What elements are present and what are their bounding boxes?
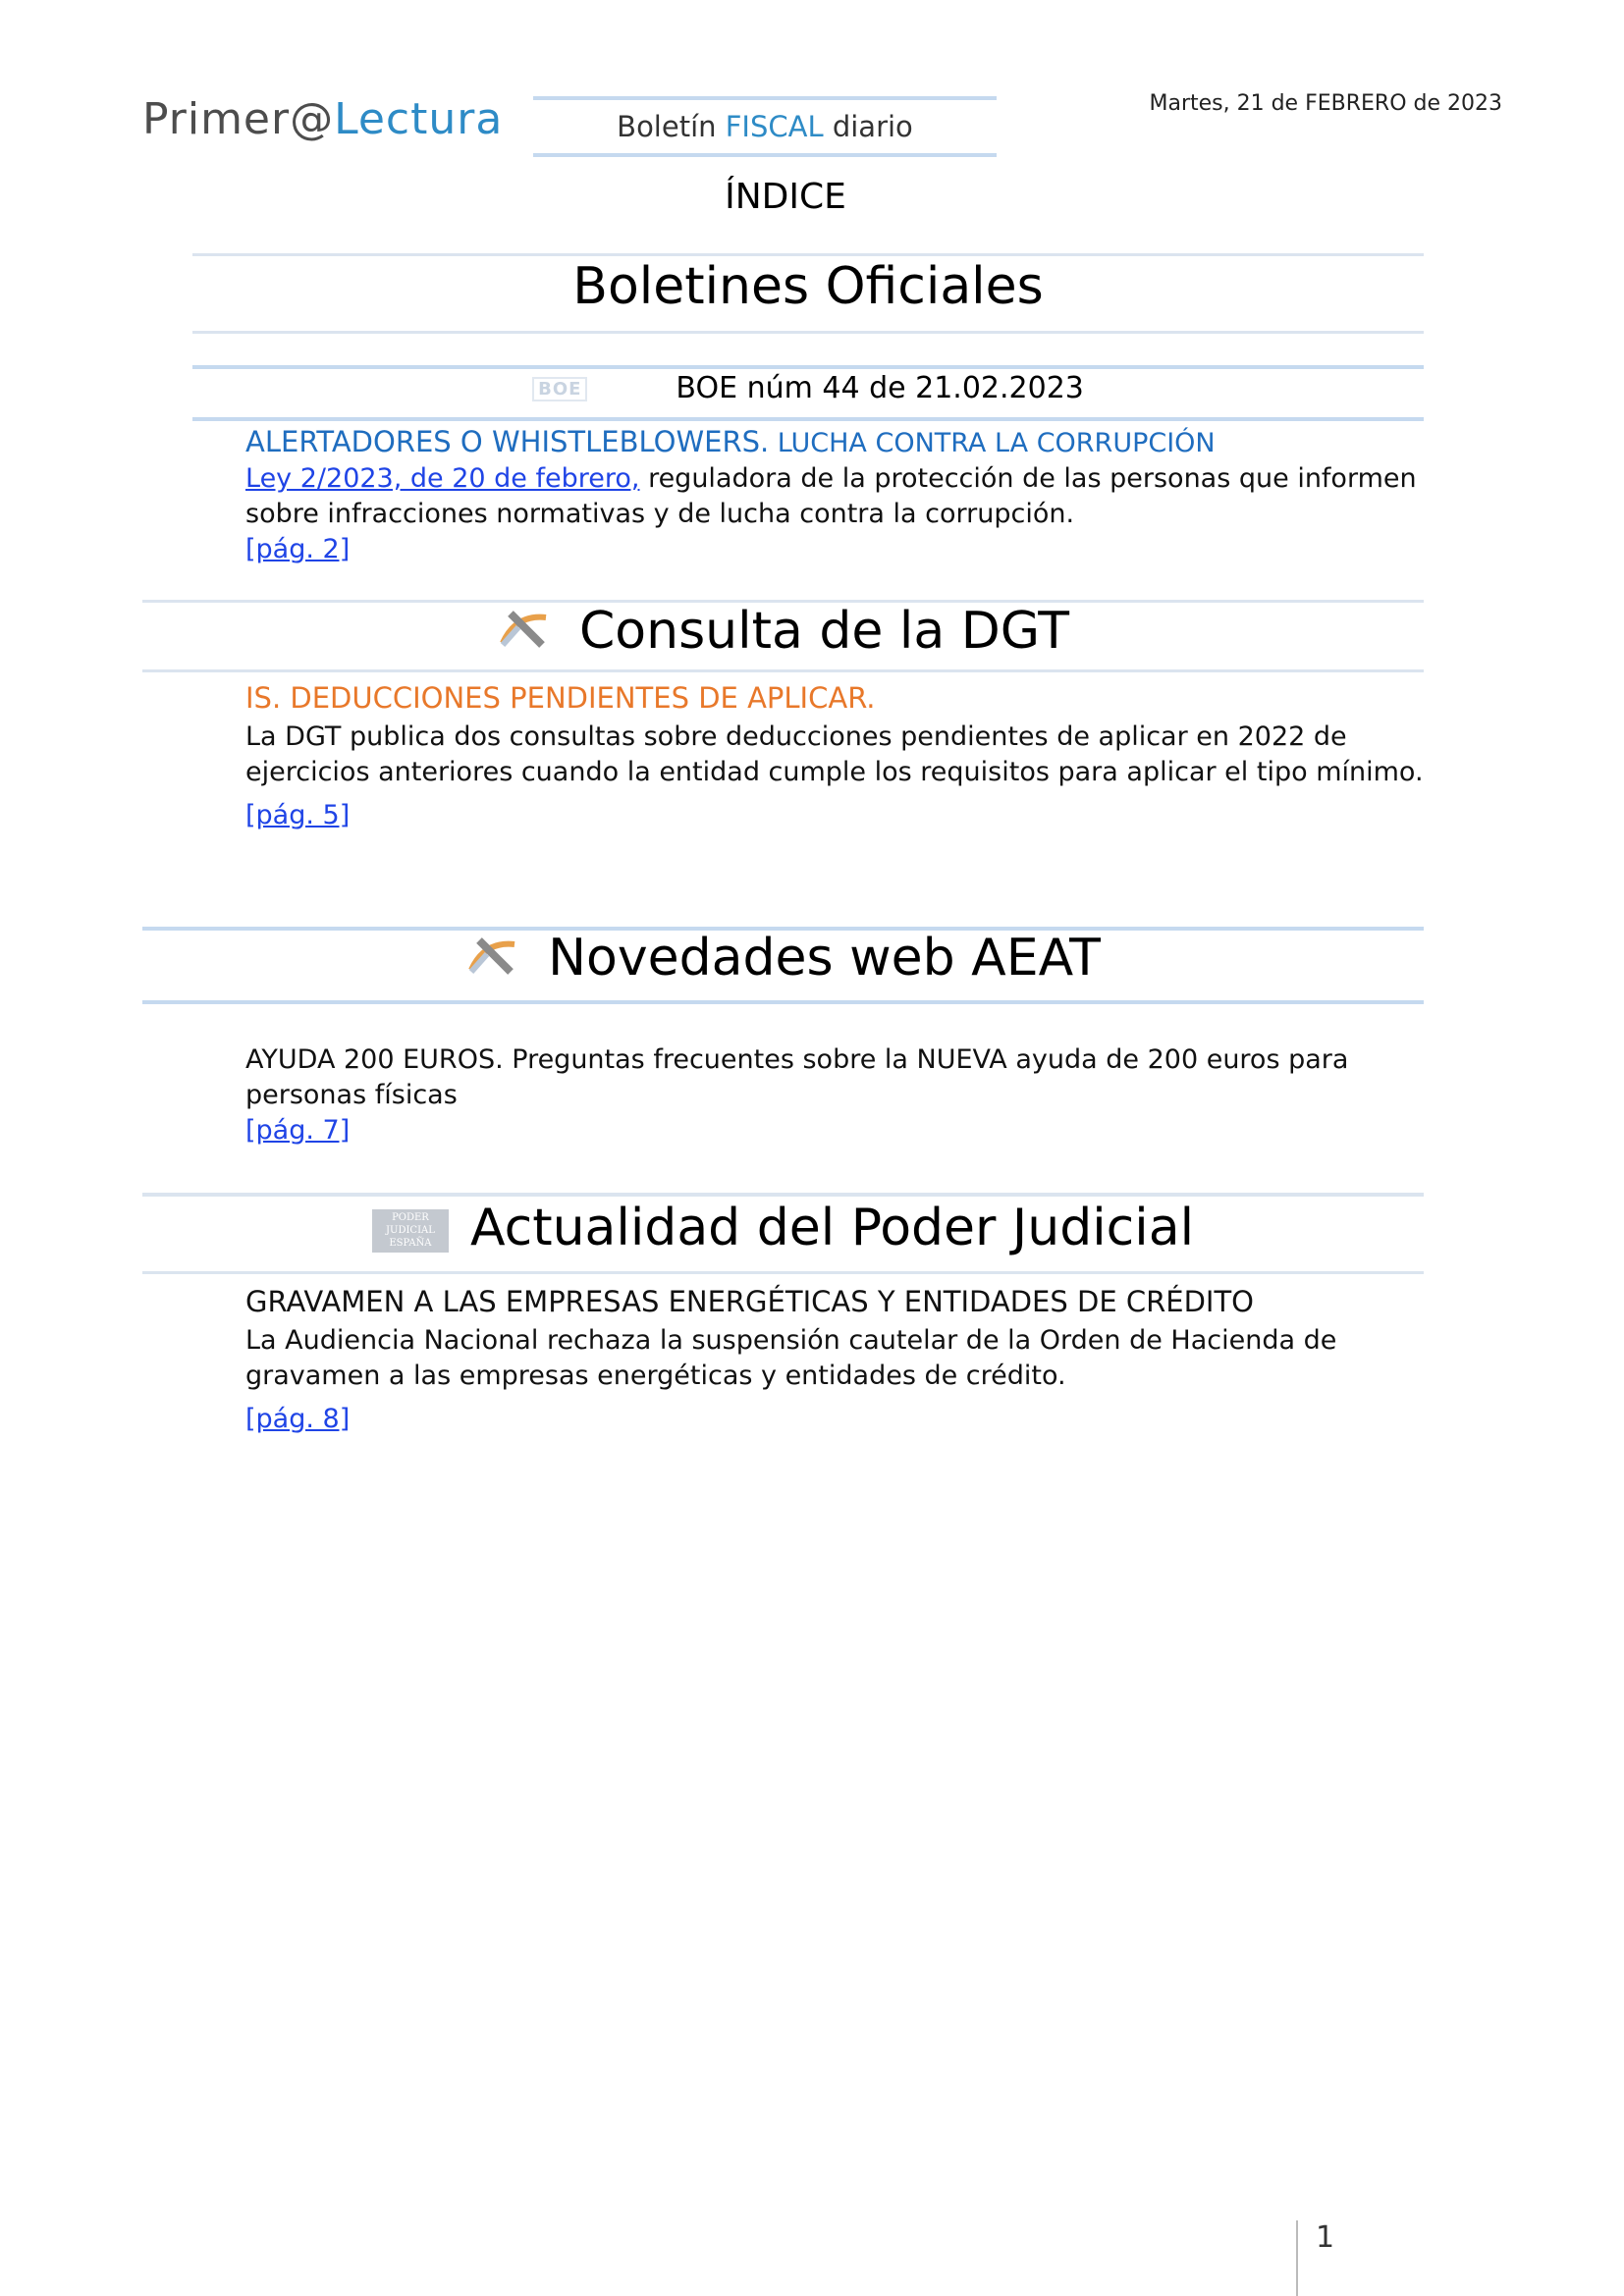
boe-logo-icon: BOE [532,377,587,401]
divider [192,417,1424,421]
aeat-item-text [245,1042,1424,1113]
logo-part-2: Lectura [334,94,504,144]
judicial-item-text: La Audiencia Nacional rechaza la suspensión cautelar de la Orden de Hacienda de gravamen a las empresas energéticas y entidades de crédito. [245,1325,1337,1391]
page-link[interactable]: [pág. 8] [245,1404,351,1434]
index-heading: ÍNDICE [725,177,846,217]
poder-judicial-logo-icon [372,1209,449,1253]
brand-logo [142,94,503,144]
section-title-boletines: Boletines Oficiales [572,257,1044,316]
boe-item-head-main: ALERTADORES O WHISTLEBLOWERS. [245,425,770,458]
bulletin-title-post: diario [823,110,913,143]
section-title-judicial-text: Actualidad del Poder Judicial [469,1199,1195,1257]
pj-logo-line2: JUDICIAL [386,1225,435,1236]
dgt-item-text: La DGT publica dos consultas sobre deducciones pendientes de aplicar en 2022 de ejercicios anteriores cuando la entidad cumple los requisitos para aplicar el tipo mínimo. [245,721,1424,787]
divider [192,365,1424,369]
dgt-item [245,680,1424,833]
aeat-item-description: . Preguntas frecuentes sobre la NUEVA ayuda de 200 euros para personas físicas [245,1044,1349,1110]
divider [142,1000,1424,1004]
section-title-aeat-text: Novedades web AEAT [548,929,1101,988]
bulletin-title [533,96,997,157]
boe-item-head-sub: LUCHA CONTRA LA CORRUPCIÓN [769,428,1216,458]
boe-title: BOE núm 44 de 21.02.2023 [676,371,1084,405]
divider [142,1271,1424,1274]
logo-part-1: Primer@ [142,94,335,144]
aeat-logo-icon [497,605,554,664]
section-title-dgt-text: Consulta de la DGT [579,602,1069,661]
divider [142,669,1424,672]
bulletin-title-fiscal: FISCAL [725,110,824,143]
law-link[interactable]: Ley 2/2023, de 20 de febrero, [245,463,640,494]
section-title-aeat [142,929,1424,990]
aeat-item-head: AYUDA 200 EUROS [245,1044,496,1075]
judicial-item-head: GRAVAMEN A LAS EMPRESAS ENERGÉTICAS Y ENTIDADES DE CRÉDITO [245,1285,1255,1318]
divider [192,331,1424,334]
page-link[interactable]: [pág. 7] [245,1115,351,1146]
pj-logo-line3: ESPAÑA [389,1238,432,1249]
section-title-judicial [142,1199,1424,1257]
divider [142,1193,1424,1197]
bulletin-title-pre: Boletín [617,110,726,143]
section-title-dgt [142,602,1424,664]
boe-item-description: reguladora de la protección de las personas que informen sobre infracciones normativas y de lucha contra la corrupción. [245,463,1417,529]
page-link[interactable]: [pág. 5] [245,800,351,830]
page-link[interactable]: [pág. 2] [245,534,351,564]
aeat-logo-icon [465,932,522,990]
pj-logo-line1: PODER [392,1212,429,1223]
judicial-item [245,1284,1424,1437]
boe-item [245,424,1424,567]
divider [192,253,1424,256]
boe-item-text [245,461,1424,532]
aeat-item [245,1042,1424,1148]
publication-date: Martes, 21 de FEBRERO de 2023 [1149,91,1502,116]
page-number: 1 [1296,2220,1394,2296]
dgt-item-head: IS. DEDUCCIONES PENDIENTES DE APLICAR. [245,681,876,715]
boe-item-head [245,424,1424,461]
boe-heading [192,371,1424,405]
